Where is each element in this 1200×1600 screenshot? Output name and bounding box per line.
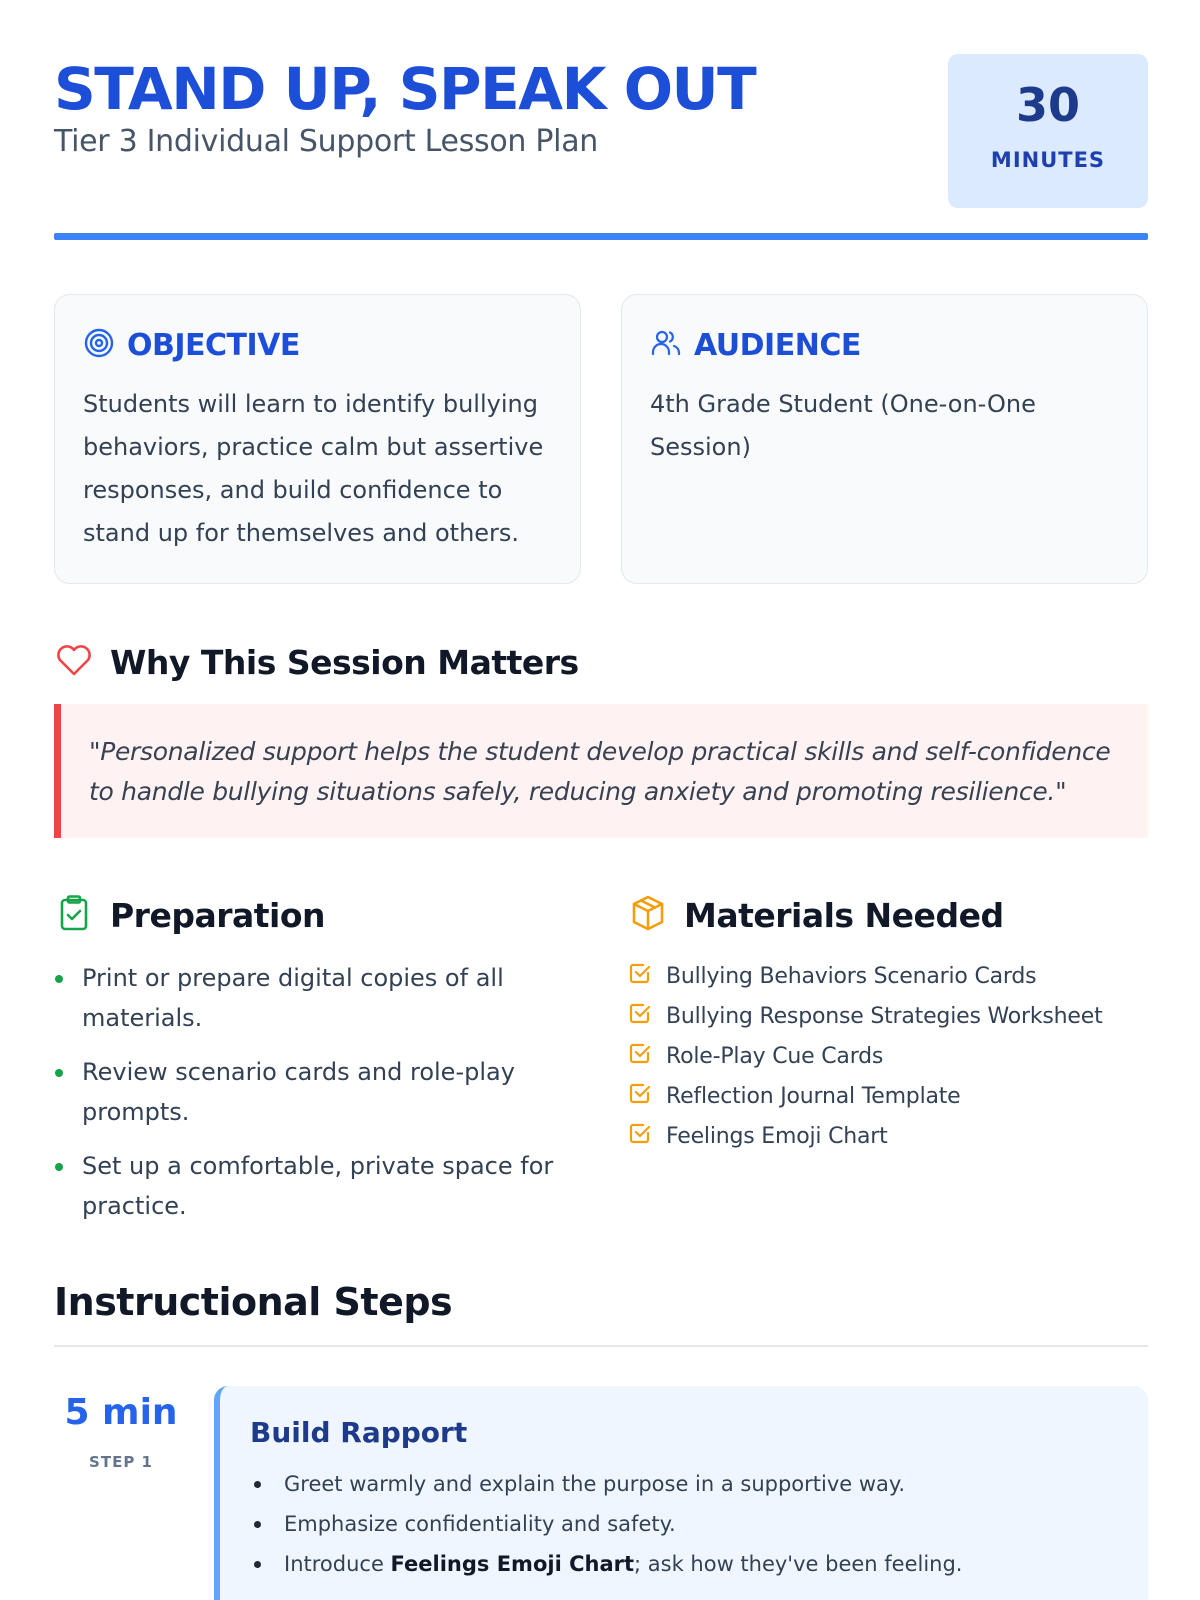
material-item-text: Feelings Emoji Chart [666,1123,888,1149]
material-item-text: Reflection Journal Template [666,1083,961,1109]
step-bullet-text: ; ask how they've been feeling. [634,1552,963,1576]
bullet-dot [55,1069,63,1077]
page-subtitle: Tier 3 Individual Support Lesson Plan [54,124,598,159]
materials-header [628,893,1004,938]
preparation-item-text: Print or prepare digital copies of all materials. [82,964,504,1032]
bullet-dot [254,1561,261,1568]
checkbox-checked-icon [628,1081,652,1111]
bullet-dot [55,1163,63,1171]
materials-list [628,956,1148,1156]
step-bullets [250,1464,1130,1584]
audience-title: AUDIENCE [694,328,861,363]
why-quote-text: "Personalized support helps the student develop practical skills and self-confidence to handle bullying situations safely, reducing anxiety and promoting resilience." [89,737,1111,806]
duration-badge [948,54,1148,208]
step-card [214,1386,1148,1600]
duration-unit: MINUTES [990,148,1106,172]
preparation-header [54,893,325,938]
checkbox-checked-icon [628,1121,652,1151]
list-item [628,1116,1148,1156]
list-item [250,1464,1130,1504]
audience-card [621,294,1148,584]
list-item [54,958,564,1038]
objective-card [54,294,581,584]
list-item [54,1052,564,1132]
preparation-item-text: Review scenario cards and role-play prompts. [82,1058,515,1126]
header [54,52,1148,208]
step-duration: 5 min [64,1392,178,1433]
why-quote [54,704,1148,838]
audience-text: 4th Grade Student (One-on-One Session) [650,390,1036,461]
objective-title: OBJECTIVE [127,328,300,363]
bullet-dot [55,975,63,983]
header-divider [54,233,1148,240]
why-header [54,640,579,685]
checkbox-checked-icon [628,1001,652,1031]
list-item [250,1504,1130,1544]
list-item [628,1076,1148,1116]
step-bullet-bold: Feelings Emoji Chart [390,1552,635,1576]
objective-text: Students will learn to identify bullying behaviors, practice calm but assertive responses, and build confidence to stand up for themselves and others. [83,390,544,547]
users-icon [650,327,682,364]
clipboard-check-icon [54,893,94,938]
material-item-text: Bullying Behaviors Scenario Cards [666,963,1037,989]
step-bullet-text: Emphasize confidentiality and safety. [284,1512,676,1536]
duration-value: 30 [1015,78,1080,132]
package-icon [628,893,668,938]
bullet-dot [254,1521,261,1528]
list-item [628,956,1148,996]
page-title: STAND UP, SPEAK OUT [54,55,756,123]
why-title: Why This Session Matters [110,643,579,682]
audience-header [650,327,861,364]
preparation-list [54,958,564,1240]
objective-header [83,327,300,364]
step-bullet-text: Introduce [284,1552,391,1576]
step-title: Build Rapport [250,1416,468,1449]
list-item [54,1146,564,1226]
list-item [628,996,1148,1036]
steps-divider [54,1345,1148,1347]
step-bullet-text: Greet warmly and explain the purpose in a supportive way. [284,1472,906,1496]
checkbox-checked-icon [628,961,652,991]
preparation-item-text: Set up a comfortable, private space for practice. [82,1152,554,1220]
step-label: STEP 1 [89,1453,153,1471]
materials-title: Materials Needed [684,896,1004,935]
material-item-text: Role-Play Cue Cards [666,1043,884,1069]
list-item [628,1036,1148,1076]
steps-title: Instructional Steps [54,1280,453,1324]
heart-icon [54,640,94,685]
material-item-text: Bullying Response Strategies Worksheet [666,1003,1103,1029]
checkbox-checked-icon [628,1041,652,1071]
list-item [250,1544,1130,1584]
preparation-title: Preparation [110,896,326,935]
target-icon [83,327,115,364]
bullet-dot [254,1481,261,1488]
